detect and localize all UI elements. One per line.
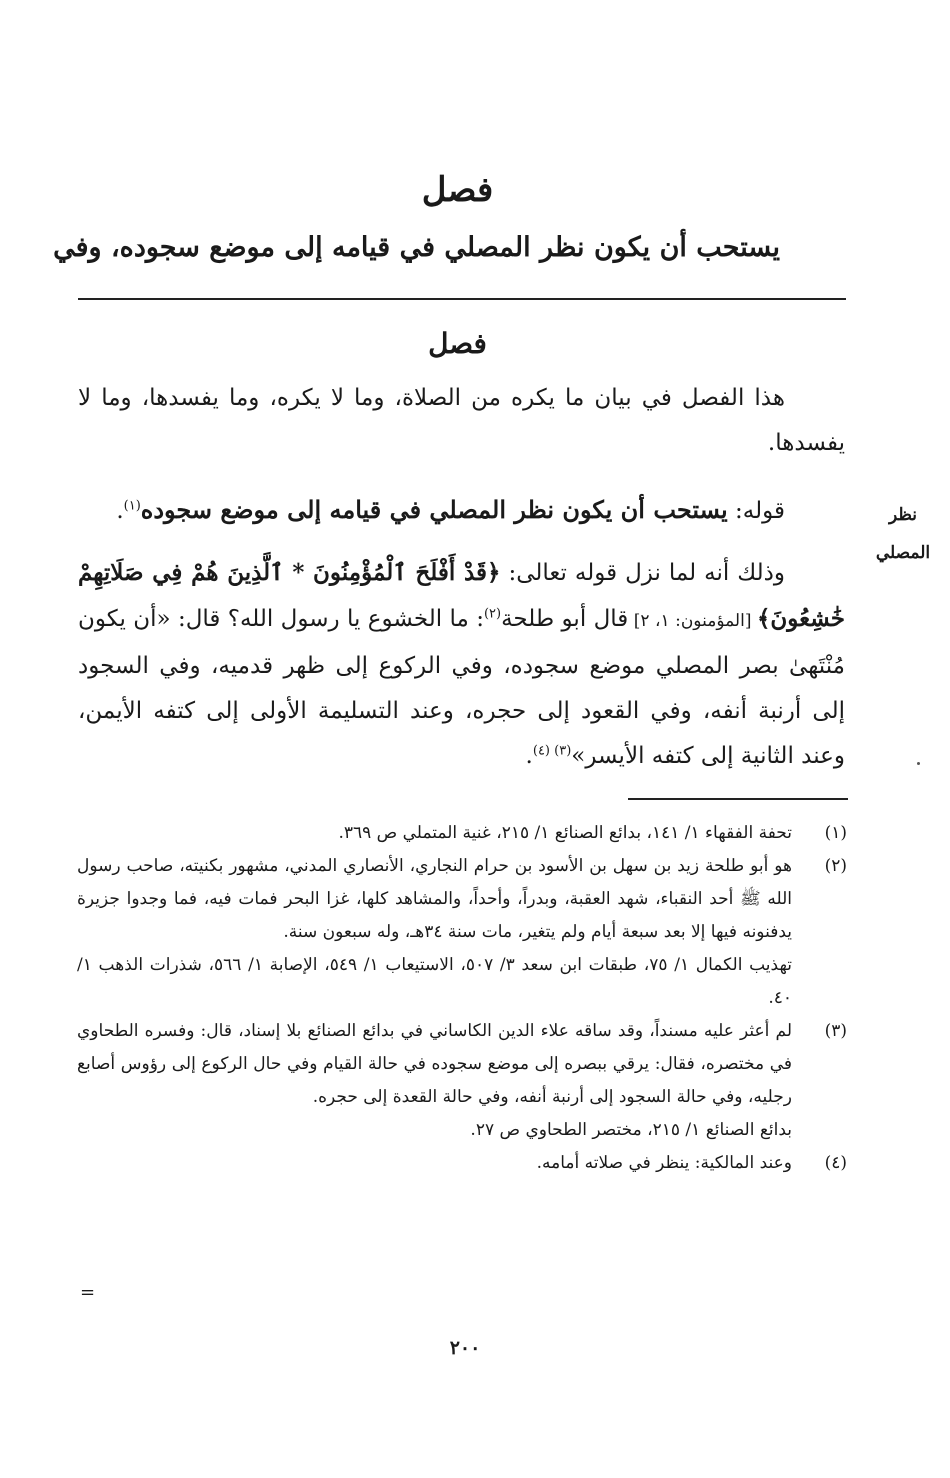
running-head: يستحب أن يكون نظر المصلي في قيامه إلى موضع سجوده، وفي bbox=[53, 232, 780, 263]
footnote-1 bbox=[77, 817, 847, 850]
margin-note-line-1: نظر bbox=[888, 505, 918, 525]
footnote-ref-2: (٢) bbox=[483, 606, 502, 622]
footnote-4 bbox=[77, 1147, 847, 1180]
footnote-number: (٣) bbox=[824, 1021, 847, 1041]
footnote-rule bbox=[628, 798, 848, 800]
footnote-text: لم أعثر عليه مسنداً، وقد ساقه علاء الدين الكاساني في بدائع الصنائع بلا إسناد، قال: وفسره الطحاوي في مختصره، فقال: يرقي ببصره إلى موضع سجوده في حالة القيام وفي حال الركوع إلى رؤوس أصابع رجليه، وفي حالة السجود إلى أرنبة أنفه، وفي حالة القعدة إلى حجره. bbox=[77, 1021, 792, 1107]
continuation-mark: = bbox=[80, 1282, 96, 1303]
margin-note bbox=[868, 496, 938, 572]
footnote-number: (٢) bbox=[824, 856, 847, 876]
explain-text-2: قال أبو طلحة bbox=[501, 606, 629, 632]
footnote-number: (٤) bbox=[824, 1153, 847, 1173]
page-number: ٢٠٠ bbox=[449, 1337, 481, 1359]
quran-verse: ﴿قَدْ أَفْلَحَ ٱلْمُؤْمِنُونَ * ٱلَّذِينَ هُمْ فِي صَلَاتِهِمْ خَٰشِعُونَ﴾ bbox=[78, 559, 846, 632]
margin-dot bbox=[917, 762, 920, 765]
section-title: فصل bbox=[428, 327, 487, 360]
intro-paragraph bbox=[78, 376, 845, 466]
explain-end: . bbox=[525, 743, 533, 769]
footnote-text: تحفة الفقهاء ١/ ١٤١، بدائع الصنائع ١/ ٢١٥، غنية المتملي ص ٣٦٩. bbox=[338, 823, 792, 843]
explanation-paragraph bbox=[78, 550, 845, 779]
footnote-ref-3-4: (٣) (٤) bbox=[532, 743, 572, 759]
quote-prefix: قوله: bbox=[727, 498, 785, 524]
footnote-text: وعند المالكية: ينظر في صلاته أمامه. bbox=[536, 1153, 792, 1173]
explain-text-1: وذلك أنه لما نزل قوله تعالى: bbox=[500, 560, 785, 586]
quote-bold: يستحب أن يكون نظر المصلي في قيامه إلى موضع سجوده bbox=[140, 495, 728, 524]
footnote-2 bbox=[77, 850, 847, 1015]
quoted-statement bbox=[78, 487, 845, 534]
intro-text: هذا الفصل في بيان ما يكره من الصلاة، وما لا يكره، وما يفسدها، وما لا يفسدها. bbox=[78, 385, 845, 456]
footnote-number: (١) bbox=[824, 823, 847, 843]
verse-reference: [المؤمنون: ١، ٢] bbox=[628, 611, 757, 631]
header-rule bbox=[78, 298, 846, 300]
explain-text-3: : ما الخشوع يا رسول الله؟ قال: «أن يكون مُنْتَهىٰ بصر المصلي موضع سجوده، وفي الركوع إلى ظهر قدميه، وفي السجود إلى أرنبة أنفه، وفي القعود إلى حجره، وعند التسليمة الأولى إلى كتفه الأيمن، وعند الثانية إلى كتفه الأيسر» bbox=[78, 606, 845, 769]
footnote-ref-1: (١) bbox=[123, 498, 141, 514]
margin-note-line-2: المصلي bbox=[875, 543, 931, 563]
footnote-sources: تهذيب الكمال ١/ ٧٥، طبقات ابن سعد ٣/ ٥٠٧، الاستيعاب ١/ ٥٤٩، الإصابة ١/ ٥٦٦، شذرات الذهب ١/ ٤٠. bbox=[77, 955, 793, 1008]
header-section-title: فصل bbox=[421, 170, 494, 210]
quote-suffix: . bbox=[116, 498, 124, 524]
footnote-text: هو أبو طلحة زيد بن سهل بن الأسود بن حرام النجاري، الأنصاري المدني، مشهور بكنيته، صاحب رسول الله ﷺ أحد النقباء، شهد العقبة، وبدراً، وأحداً، والمشاهد كلها، غزا البحر فمات فيه، فما وجدوا جزيرة يدفنونه فيها إلا بعد سبعة أيام ولم يتغير، مات سنة ٣٤هـ، وله سبعون سنة. bbox=[77, 856, 792, 942]
footnotes bbox=[77, 817, 847, 1180]
footnote-3 bbox=[77, 1015, 847, 1147]
footnote-sources: بدائع الصنائع ١/ ٢١٥، مختصر الطحاوي ص ٢٧. bbox=[470, 1120, 792, 1140]
